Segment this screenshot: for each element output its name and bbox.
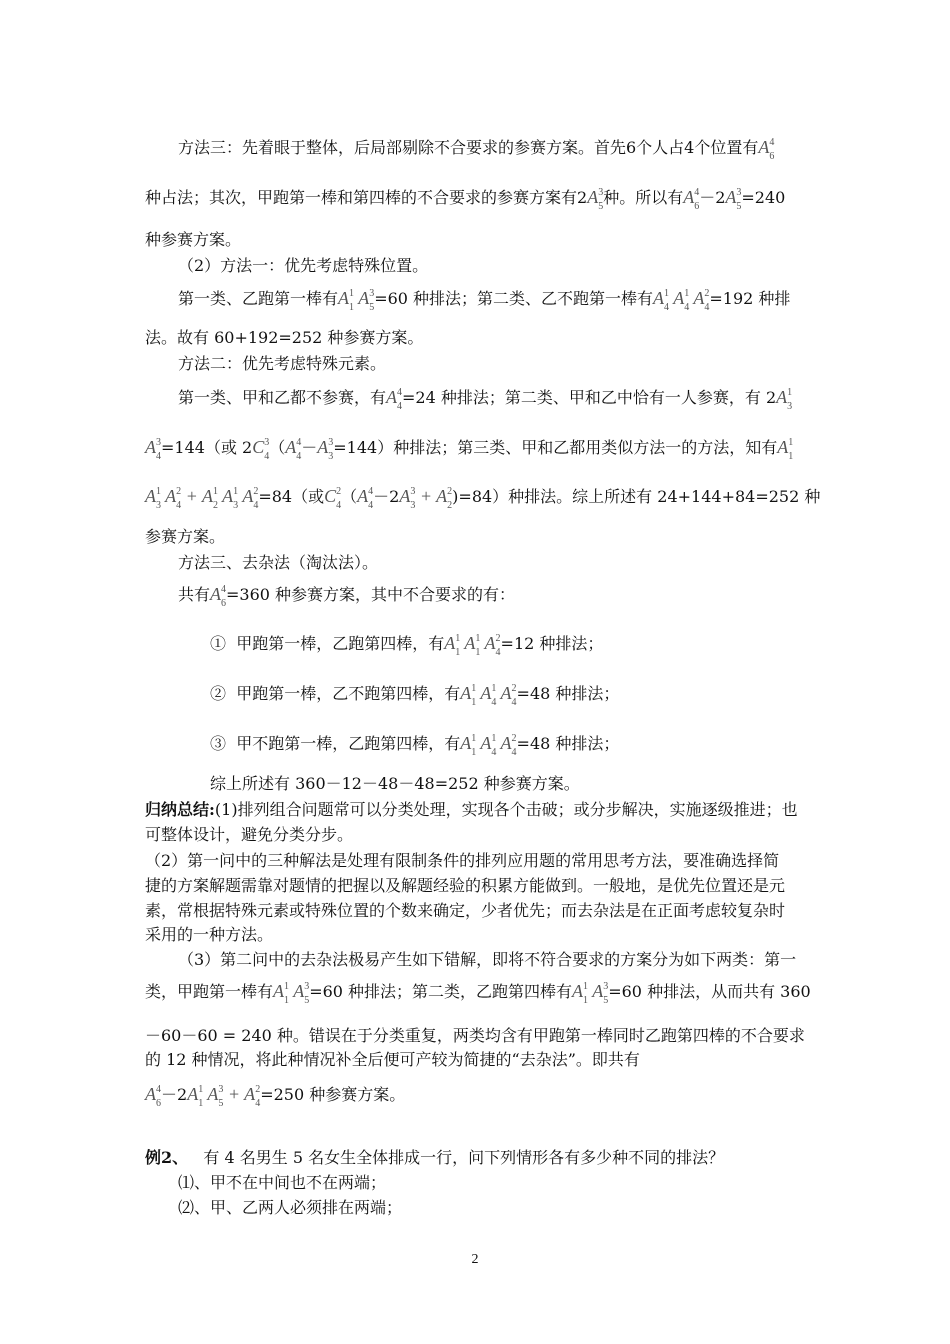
math-expression: $A^1_1$ $A^3_5 + A^2_4$ [187,1084,261,1109]
math-expression: $A^4_6$ [210,584,227,609]
text-line: 方法三：先着眼于整体，后局部剔除不合要求的参赛方案。首先6个人占4个位置有$A^4_6$ [178,137,775,162]
math-expression: $A^3_3$ [317,437,334,462]
math-expression: $C^3_4$ [252,437,270,462]
text-line: 种参赛方案。 [145,230,242,249]
text-line: （2）第一问中的三种解法是处理有限制条件的排列应用题的常用思考方法，要准确选择简 [145,851,780,870]
math-expression: $A^4_4$ [386,387,403,412]
text-line: 综上所述有 360－12－48－48=252 种参赛方案。 [210,774,580,793]
math-expression: $A^4_6$ [145,1084,161,1109]
math-expression: $A^1_1$ $A^3_5$ [338,288,375,313]
math-expression: $A^4_4$ [285,437,302,462]
math-expression: $A^1_1$ $A^1_4$ $A^2_4$ [460,733,517,758]
math-expression: $A^1_1$ $A^3_5$ [273,981,310,1006]
text-line: $A^3_4=144$（或 $2C^3_4(A^4_4-A^3_3=144)$种排法；第三类、甲和乙都用类似方法一的方法，知有$A^1_1$ [145,437,794,462]
text-line: 素，常根据特殊元素或特殊位置的个数来确定，少者优先；而去杂法是在正面考虑较复杂时 [145,901,786,920]
text-line: 方法三、去杂法（淘汰法）。 [178,553,379,572]
math-expression: $A^3_3 + A^2_2$ [399,486,453,511]
math-expression: $A^1_3$ [776,387,793,412]
text-line: 捷的方案解题需靠对题情的把握以及解题经验的积累方能做到。一般地，是优先位置还是元 [145,876,786,895]
text-line: 采用的一种方法。 [145,925,274,944]
text-line: 种占法；其次，甲跑第一棒和第四棒的不合要求的参赛方案有$2A^3_5$种。所以有$A^4_6-2A^3_5=240$ [145,187,786,212]
math-expression: $A^1_1$ $A^3_5$ [572,981,609,1006]
math-expression: $A^1_1$ $A^1_4$ $A^2_4$ [460,683,517,708]
math-expression: $A^1_4$ $A^1_4$ $A^2_4$ [653,288,710,313]
text-line: （2）方法一：优先考虑特殊位置。 [178,256,429,275]
summary-label: 归纳总结: [145,800,215,819]
text-line: 参赛方案。 [145,527,226,546]
math-expression: $C^2_4$ [324,486,342,511]
text-line: 的 12 种情况，将此种情况补全后便可产较为简捷的“去杂法”。即共有 [145,1050,640,1069]
list-item: ⑵、甲、乙两人必须排在两端； [178,1198,403,1217]
list-item: ⑴、甲不在中间也不在两端； [178,1173,387,1192]
text-line: $A^4_6-2A^1_1$ $A^3_5 + A^2_4=250$ 种参赛方案。 [145,1084,406,1109]
text-line: 第一类、甲和乙都不参赛，有$A^4_4=24$ 种排法；第二类、甲和乙中恰有一人参赛，有 $2A^1_3$ [178,387,793,412]
text-line: 归纳总结:(1)排列组合问题常可以分类处理，实现各个击破；或分步解决，实施逐级推进；也 [145,800,798,819]
math-expression: $A^4_4$ [357,486,374,511]
math-expression: $A^3_5$ [587,187,604,212]
text-line: 例2、 有 4 名男生 5 名女生全体排成一行，问下列情形各有多少种不同的排法？ [145,1148,725,1167]
math-expression: $A^3_4$ [145,437,161,462]
text-line: $A^1_3$ $A^2_4 + A^1_2$ $A^1_3$ $A^2_4=84$（或$C^2_4(A^4_4-2A^3_3 + A^2_2)=84$）种排法。综上所述有 24+144+84=252 种 [145,486,821,511]
text-line: －60－60 = 240 种。错误在于分类重复，两类均含有甲跑第一棒同时乙跑第四棒的不合要求 [145,1026,805,1045]
text-line: 第一类、乙跑第一棒有$A^1_1$ $A^3_5=60$ 种排法；第二类、乙不跑第一棒有$A^1_4$ $A^1_4$ $A^2_4=192$ 种排 [178,288,791,313]
math-expression: $A^4_6$ [758,137,775,162]
math-expression: $A^3_5$ [725,187,742,212]
text-line: （3）第二问中的去杂法极易产生如下错解，即将不符合要求的方案分为如下两类：第一 [178,950,797,969]
page-number: 2 [471,1252,479,1267]
math-expression: $A^1_1$ [777,437,794,462]
list-item: ③ 甲不跑第一棒，乙跑第四棒，有$A^1_1$ $A^1_4$ $A^2_4=48$ 种排法； [210,733,620,758]
math-expression: $A^1_3$ $A^2_4 + A^1_2$ $A^1_3$ $A^2_4$ [145,486,259,511]
text-line: 可整体设计，避免分类分步。 [145,825,354,844]
math-expression: $A^1_1$ $A^1_1$ $A^2_4$ [444,633,501,658]
example-label: 例2、 [145,1148,189,1167]
list-item: ② 甲跑第一棒，乙不跑第四棒，有$A^1_1$ $A^1_4$ $A^2_4=48$ 种排法； [210,683,620,708]
list-item: ① 甲跑第一棒，乙跑第四棒，有$A^1_1$ $A^1_1$ $A^2_4=12$ 种排法； [210,633,604,658]
math-expression: $A^4_6$ [683,187,700,212]
text-line: 法。故有 60+192=252 种参赛方案。 [145,328,424,347]
text-line: 方法二：优先考虑特殊元素。 [178,354,387,373]
text-line: 类，甲跑第一棒有$A^1_1$ $A^3_5=60$ 种排法；第二类，乙跑第四棒有$A^1_1$ $A^3_5=60$ 种排法，从而共有 360 [145,981,811,1006]
text-line: 共有$A^4_6=360$ 种参赛方案，其中不合要求的有： [178,584,516,609]
